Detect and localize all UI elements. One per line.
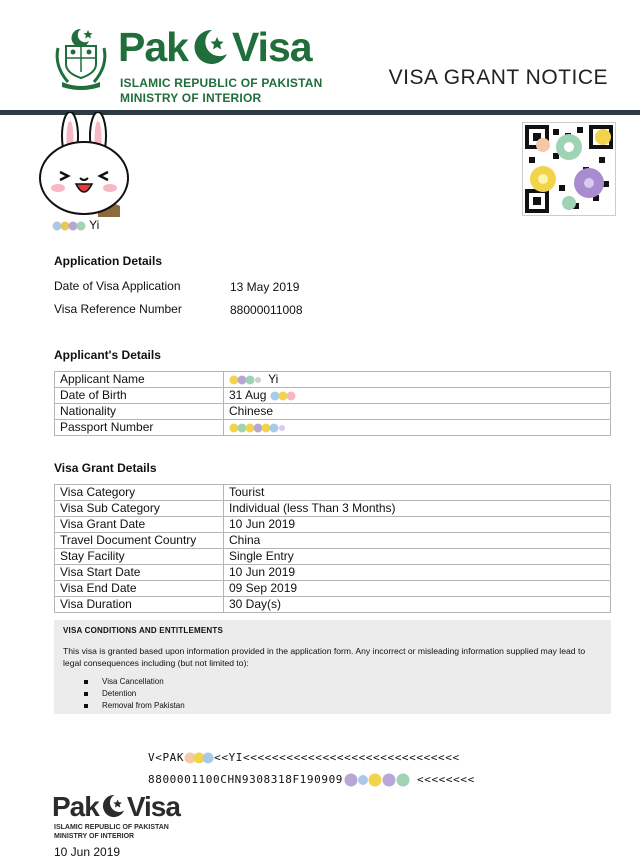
table-row [55,501,611,517]
redaction-flowers-icon [229,374,265,386]
table-row [55,420,611,436]
visa-grant-date-label: Visa Grant Date [55,517,224,533]
visa-conditions-text: This visa is granted based upon information provided in the application form. Any incorrect or misleading information supplied may lead to legal consequences including (but not limited to): [63,646,586,668]
nationality-value: Chinese [224,404,611,420]
brand-subtitle-ministry: MINISTRY OF INTERIOR [120,91,262,105]
date-of-birth-cell [224,388,611,404]
redaction-flowers-icon [52,220,86,232]
mrz-line-2 [148,772,475,788]
stay-facility-value: Single Entry [224,549,611,565]
visa-duration-label: Visa Duration [55,597,224,613]
passport-number-label: Passport Number [55,420,224,436]
table-row [55,404,611,420]
footer-subtitle-ministry: MINISTRY OF INTERIOR [54,833,135,840]
visa-category-label: Visa Category [55,485,224,501]
list-item: Visa Cancellation [84,676,185,688]
visa-start-date-value: 10 Jun 2019 [224,565,611,581]
redaction-flowers-icon [343,772,417,788]
footer-logo-wordmark [52,790,180,824]
redaction-flowers-icon [270,390,300,402]
date-of-birth-label: Date of Birth [55,388,224,404]
photo-caption-name: Yi [89,218,100,232]
applicant-name-value: Yi [268,372,279,386]
visa-grant-details-table [54,484,611,613]
crescent-star-icon [100,793,126,819]
visa-grant-details-heading: Visa Grant Details [54,461,157,475]
visa-duration-value: 30 Day(s) [224,597,611,613]
visa-sub-category-label: Visa Sub Category [55,501,224,517]
application-date-value: 13 May 2019 [230,280,300,294]
visa-end-date-label: Visa End Date [55,581,224,597]
passport-number-cell [224,420,611,436]
travel-document-country-label: Travel Document Country [55,533,224,549]
visa-reference-value: 88000011008 [230,303,303,317]
visa-conditions-heading: VISA CONDITIONS AND ENTITLEMENTS [63,626,224,635]
brand-logo-wordmark [118,22,312,72]
footer-subtitle-country: ISLAMIC REPUBLIC OF PAKISTAN [54,824,169,831]
brand-subtitle-country: ISLAMIC REPUBLIC OF PAKISTAN [120,76,323,90]
table-row [55,533,611,549]
visa-start-date-label: Visa Start Date [55,565,224,581]
applicant-details-table [54,371,611,436]
date-of-birth-value: 31 Aug [229,388,267,402]
visa-reference-label: Visa Reference Number [54,302,182,316]
table-row [55,597,611,613]
table-row [55,485,611,501]
qr-code [522,122,616,216]
applicant-name-cell [224,372,611,388]
mrz-line-1 [148,751,460,765]
stay-facility-label: Stay Facility [55,549,224,565]
footer-date: 10 Jun 2019 [54,845,121,859]
visa-category-value: Tourist [224,485,611,501]
application-details-heading: Application Details [54,254,163,268]
applicant-photo [36,112,136,217]
visa-sub-category-value: Individual (less Than 3 Months) [224,501,611,517]
mrz-line-1-start: V<PAK [148,751,185,764]
applicant-details-heading: Applicant's Details [54,348,161,362]
photo-caption [52,218,99,232]
document-title: VISA GRANT NOTICE [388,66,608,89]
footer-brand-pak: Pak [52,791,99,822]
state-emblem-icon [52,26,110,92]
redaction-flowers-icon [184,751,214,765]
applicant-name-label: Applicant Name [55,372,224,388]
visa-end-date-value: 09 Sep 2019 [224,581,611,597]
table-row [55,565,611,581]
brand-visa: Visa [231,24,312,70]
crescent-star-icon [190,27,230,67]
table-row [55,388,611,404]
list-item: Detention [84,688,185,700]
nationality-label: Nationality [55,404,224,420]
mrz-line-2-end: <<<<<<<< [417,773,475,786]
list-item: Removal from Pakistan [84,700,185,712]
table-row [55,581,611,597]
travel-document-country-value: China [224,533,611,549]
table-row [55,372,611,388]
table-row [55,517,611,533]
visa-conditions-list [84,676,185,712]
table-row [55,549,611,565]
footer-brand-visa: Visa [126,791,180,822]
redaction-flowers-icon [229,422,291,434]
visa-conditions-panel [54,620,611,714]
visa-grant-date-value: 10 Jun 2019 [224,517,611,533]
mrz-line-2-start: 8800001100CHN9308318F190909 [148,773,344,786]
application-date-label: Date of Visa Application [54,279,181,293]
brand-pak: Pak [118,24,188,70]
mrz-line-1-end: <<YI<<<<<<<<<<<<<<<<<<<<<<<<<<<<<< [214,751,460,764]
